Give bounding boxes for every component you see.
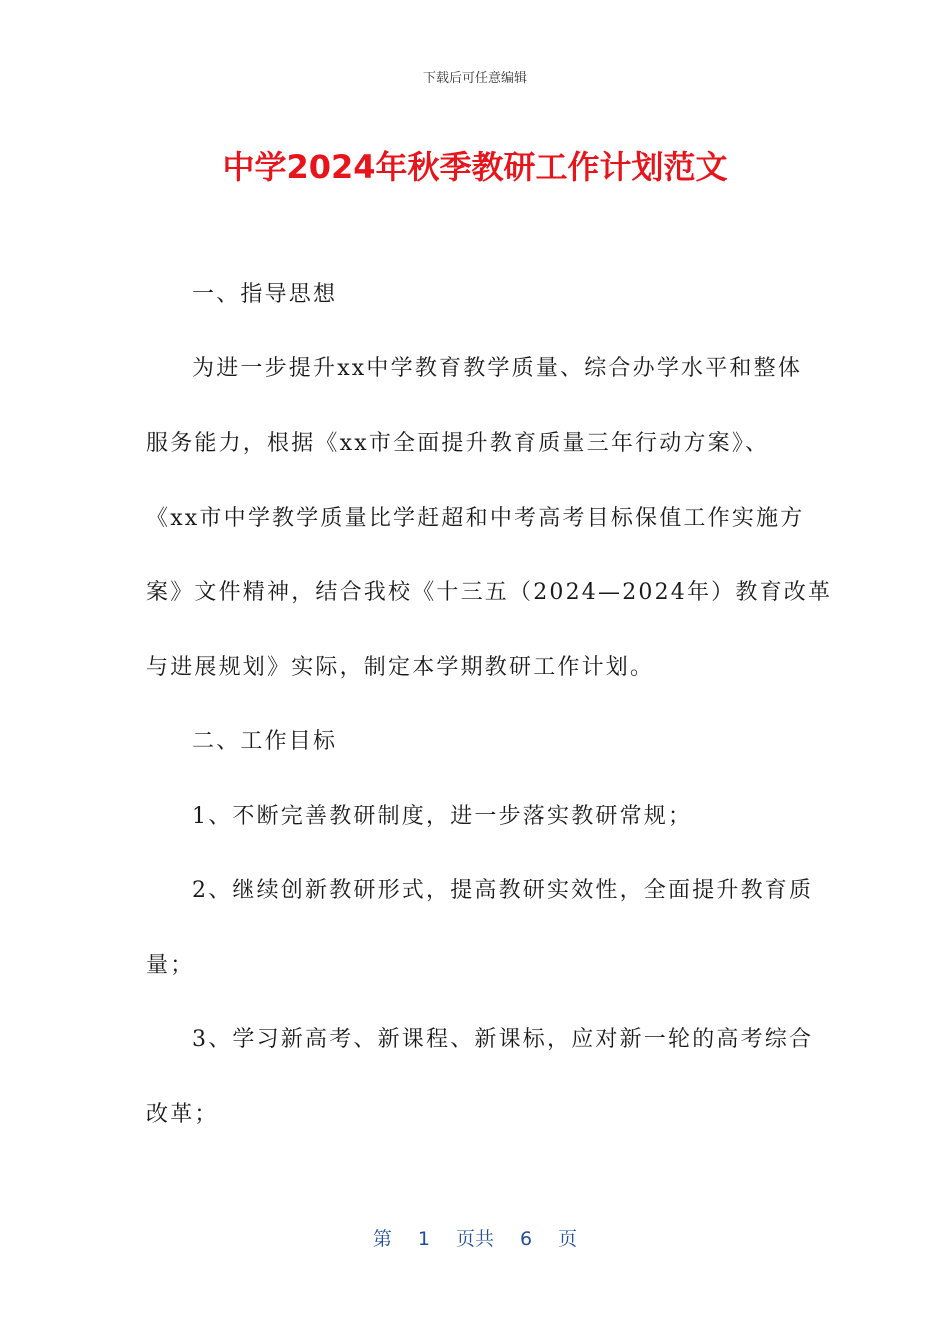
list-item: 1、不断完善教研制度，进一步落实教研常规；: [192, 804, 693, 829]
list-item-continuation: 量；: [146, 953, 195, 978]
section-heading-guiding-thought: 一、指导思想: [192, 282, 338, 307]
paragraph-line: 《xx市中学教学质量比学赶超和中考高考目标保值工作实施方: [146, 506, 805, 531]
list-item: 3、学习新高考、新课程、新课标，应对新一轮的高考综合: [192, 1027, 814, 1052]
footer-label-total: 页共: [455, 1228, 494, 1250]
paragraph-line: 案》文件精神，结合我校《十三五（2024—2024年）教育改革: [146, 580, 833, 605]
header-note: 下载后可任意编辑: [422, 71, 527, 86]
footer-label-end: 页: [558, 1228, 578, 1250]
document-title: 中学2024年秋季教研工作计划范文: [222, 148, 728, 186]
section-heading-work-goals: 二、工作目标: [192, 729, 338, 754]
paragraph-line: 服务能力，根据《xx市全面提升教育质量三年行动方案》、: [146, 431, 770, 456]
page-footer: [0, 1224, 950, 1251]
list-item: 2、继续创新教研形式，提高教研实效性，全面提升教育质: [192, 878, 814, 903]
paragraph-line: 与进展规划》实际，制定本学期教研工作计划。: [146, 655, 655, 680]
footer-current-page: 1: [417, 1228, 430, 1250]
paragraph-line: 为进一步提升xx中学教育教学质量、综合办学水平和整体: [192, 356, 803, 381]
footer-label-page: 第: [372, 1228, 392, 1250]
list-item-continuation: 改革；: [146, 1102, 219, 1127]
footer-total-pages: 6: [520, 1228, 533, 1250]
